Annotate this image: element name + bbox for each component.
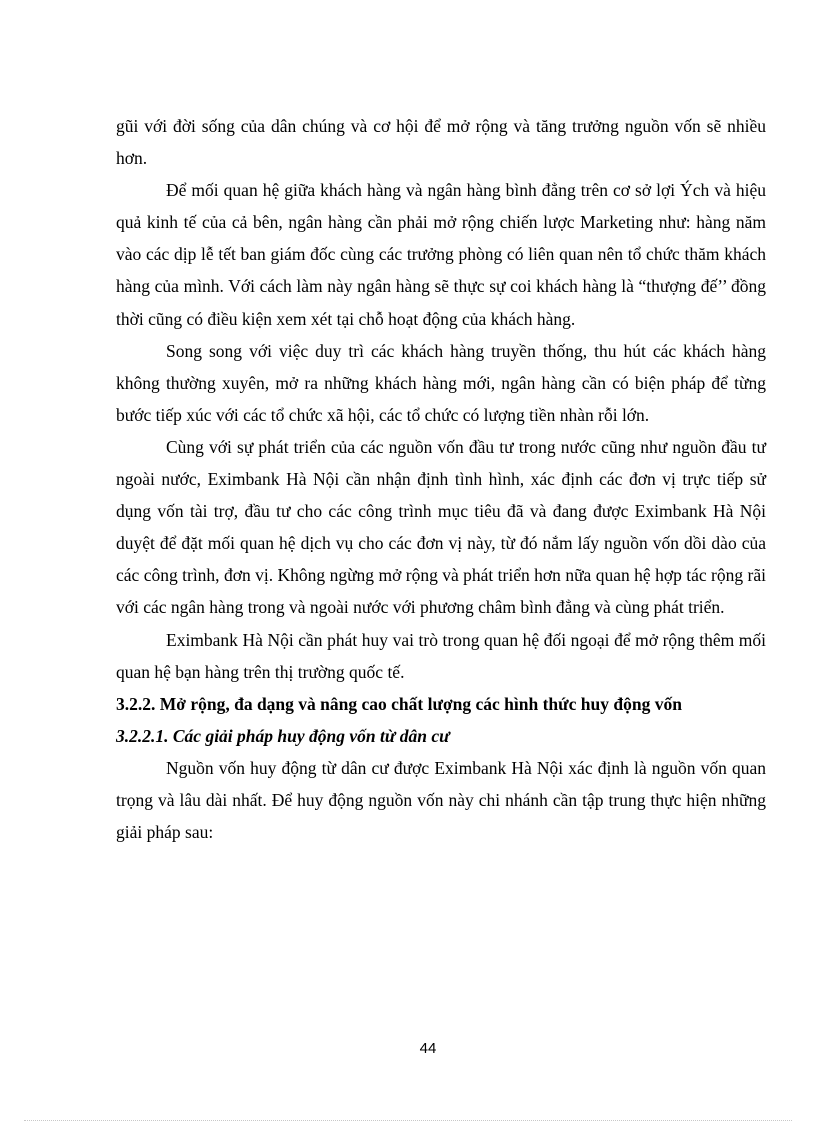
subsection-heading: 3.2.2.1. Các giải pháp huy động vốn từ dân cư (116, 725, 450, 746)
paragraph-foreign-relations: Eximbank Hà Nội cần phát huy vai trò trong quan hệ đối ngoại để mở rộng thêm mối quan hệ bạn hàng trên thị trường quốc tế. (116, 629, 766, 682)
paragraph-marketing: Để mối quan hệ giữa khách hàng và ngân hàng bình đẳng trên cơ sở lợi Ých và hiệu quả kinh tế của cả bên, ngân hàng cần phải mở rộng chiến lược Marketing như: hàng năm vào các dịp lễ tết ban giám đốc cùng các trưởng phòng có liên quan nên tổ chức thăm khách hàng của mình. Với cách làm này ngân hàng sẽ thực sự coi khách hàng là “thượng đế’’ đồng thời cũng có điều kiện xem xét tại chỗ hoạt động của khách hàng. (116, 180, 766, 329)
paragraph-investment: Cùng với sự phát triển của các nguồn vốn đầu tư trong nước cũng như nguồn đầu tư ngoài nước, Eximbank Hà Nội cần nhận định tình hình, xác định các đơn vị trực tiếp sử dụng vốn tài trợ, đầu tư cho các công trình mục tiêu đã và đang được Eximbank Hà Nội duyệt để đặt mối quan hệ dịch vụ cho các đơn vị này, từ đó nắm lấy nguồn vốn dồi dào của các công trình, đơn vị. Không ngừng mở rộng và phát triển hơn nữa quan hệ hợp tác rộng rãi với các ngân hàng trong và ngoài nước với phương châm bình đẳng và cùng phát triển. (116, 436, 766, 618)
paragraph-residents-capital: Nguồn vốn huy động từ dân cư được Eximbank Hà Nội xác định là nguồn vốn quan trọng và lâu dài nhất. Để huy động nguồn vốn này chi nhánh cần tập trung thực hiện những giải pháp sau: (116, 757, 766, 843)
section-heading: 3.2.2. Mở rộng, đa dạng và nâng cao chất lượng các hình thức huy động vốn (116, 693, 682, 714)
page-bottom-divider (24, 1120, 792, 1121)
paragraph-continuation: gũi với đời sống của dân chúng và cơ hội để mở rộng và tăng trưởng nguồn vốn sẽ nhiều hơn. (116, 116, 766, 169)
document-body (116, 110, 766, 848)
page-number: 44 (419, 1040, 437, 1057)
paragraph-customers: Song song với việc duy trì các khách hàng truyền thống, thu hút các khách hàng không thường xuyên, mở ra những khách hàng mới, ngân hàng cần có biện pháp để từng bước tiếp xúc với các tổ chức xã hội, các tổ chức có lượng tiền nhàn rỗi lớn. (116, 340, 766, 425)
